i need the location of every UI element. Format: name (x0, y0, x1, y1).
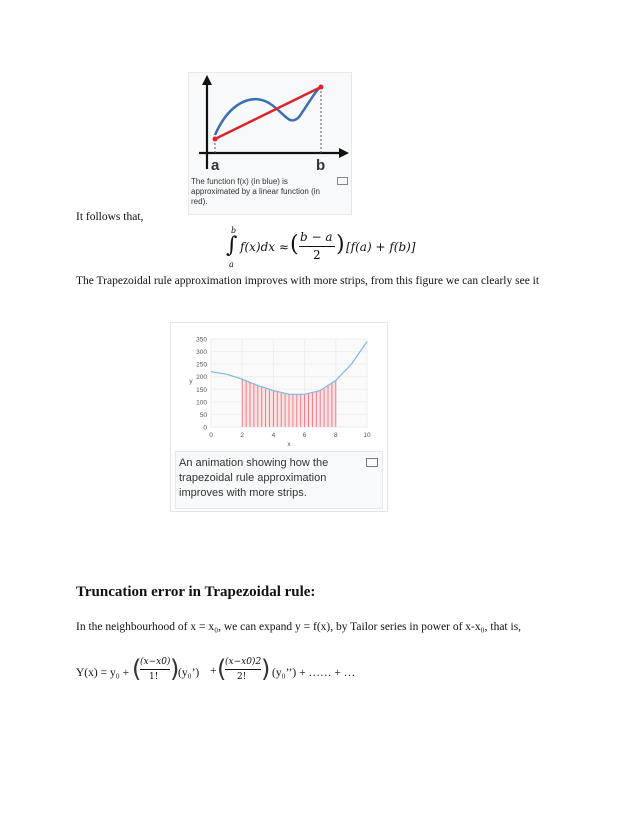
x-axis-arrow-icon (339, 148, 349, 158)
paragraph: The Trapezoidal rule approximation improves with more strips, from this figure we can clearly see it (76, 275, 540, 287)
taylor-plus: + (210, 665, 217, 677)
point-b (319, 85, 324, 90)
expand-icon[interactable] (337, 177, 348, 185)
x-tick-label: 8 (333, 432, 338, 439)
y-tick-label: 50 (199, 411, 207, 419)
y-tick-label: 150 (196, 386, 207, 394)
x-tick-label: 6 (302, 432, 307, 439)
frac1-numerator: (x−x0) (140, 657, 171, 667)
brace-left: ( (217, 655, 227, 683)
fraction-bar (299, 246, 335, 247)
caption-line: The function f(x) (in blue) is (191, 177, 288, 186)
integral-sign: ∫ (226, 233, 238, 258)
fraction-paren-left: ( (290, 232, 299, 257)
y-tick-label: 100 (196, 399, 207, 407)
trapezoid-chart (171, 323, 387, 447)
fraction-paren-right: ) (336, 232, 345, 257)
taylor-lhs: Y(x) = y₀ + (76, 667, 130, 679)
integral-lower-limit: a (229, 260, 234, 269)
fraction-numerator: b − a (300, 230, 333, 244)
x-tick-label: 4 (271, 432, 276, 439)
section-heading: Truncation error in Trapezoidal rule: (76, 584, 316, 600)
x-tick-label: 0 (209, 432, 213, 439)
caption-line: improves with more strips. (179, 487, 307, 499)
paragraph: In the neighbourhood of x = x₀, we can expand y = f(x), by Tailor series in power of x-x₀, that is, (76, 621, 522, 633)
y-tick-label: 250 (196, 361, 207, 369)
figure1-frame (188, 72, 352, 215)
frac2-denominator: 2! (237, 672, 247, 682)
linear-approximation (215, 87, 321, 139)
y-tick-label: 200 (196, 374, 207, 382)
paragraph: It follows that, (76, 211, 144, 223)
taylor-term1: (y₀’) (178, 667, 200, 679)
x-tick-label: 2 (240, 432, 245, 439)
brace-right: ) (170, 655, 180, 683)
y-tick-label: 0 (203, 424, 207, 432)
y-tick-label: 300 (196, 349, 207, 357)
figure1-caption (191, 177, 320, 207)
y-axis-label: y (189, 378, 193, 385)
caption-line: An animation showing how the (179, 457, 329, 469)
taylor-term2: (y₀’’) + …… + … (272, 667, 356, 679)
frac2-numerator: (x−x0)2 (225, 657, 262, 667)
figure2-caption-box (175, 451, 383, 509)
label-b: b (316, 157, 326, 174)
caption-line: approximated by a linear function (in (191, 187, 320, 196)
fraction-denominator: 2 (313, 248, 321, 262)
integral-upper-limit: b (231, 226, 237, 235)
formula-rest: [f(a) + f(b)] (346, 240, 416, 254)
integrand: f(x)dx ≈ (240, 240, 289, 254)
frac2-bar (225, 669, 261, 670)
figure2-frame (170, 322, 388, 512)
frac1-denominator: 1! (149, 672, 159, 682)
brace-right: ) (261, 655, 271, 683)
y-tick-label: 350 (196, 336, 207, 344)
caption-line: trapezoidal rule approximation (179, 472, 327, 484)
y-axis-arrow-icon (202, 75, 212, 85)
point-a (213, 137, 218, 142)
x-tick-label: 10 (363, 432, 371, 439)
x-axis-label: x (287, 441, 291, 447)
brace-left: ( (132, 655, 142, 683)
caption-line: red). (191, 197, 208, 206)
label-a: a (211, 157, 220, 174)
figure2-caption (179, 456, 328, 501)
expand-icon[interactable] (366, 458, 378, 467)
frac1-bar (140, 669, 170, 670)
